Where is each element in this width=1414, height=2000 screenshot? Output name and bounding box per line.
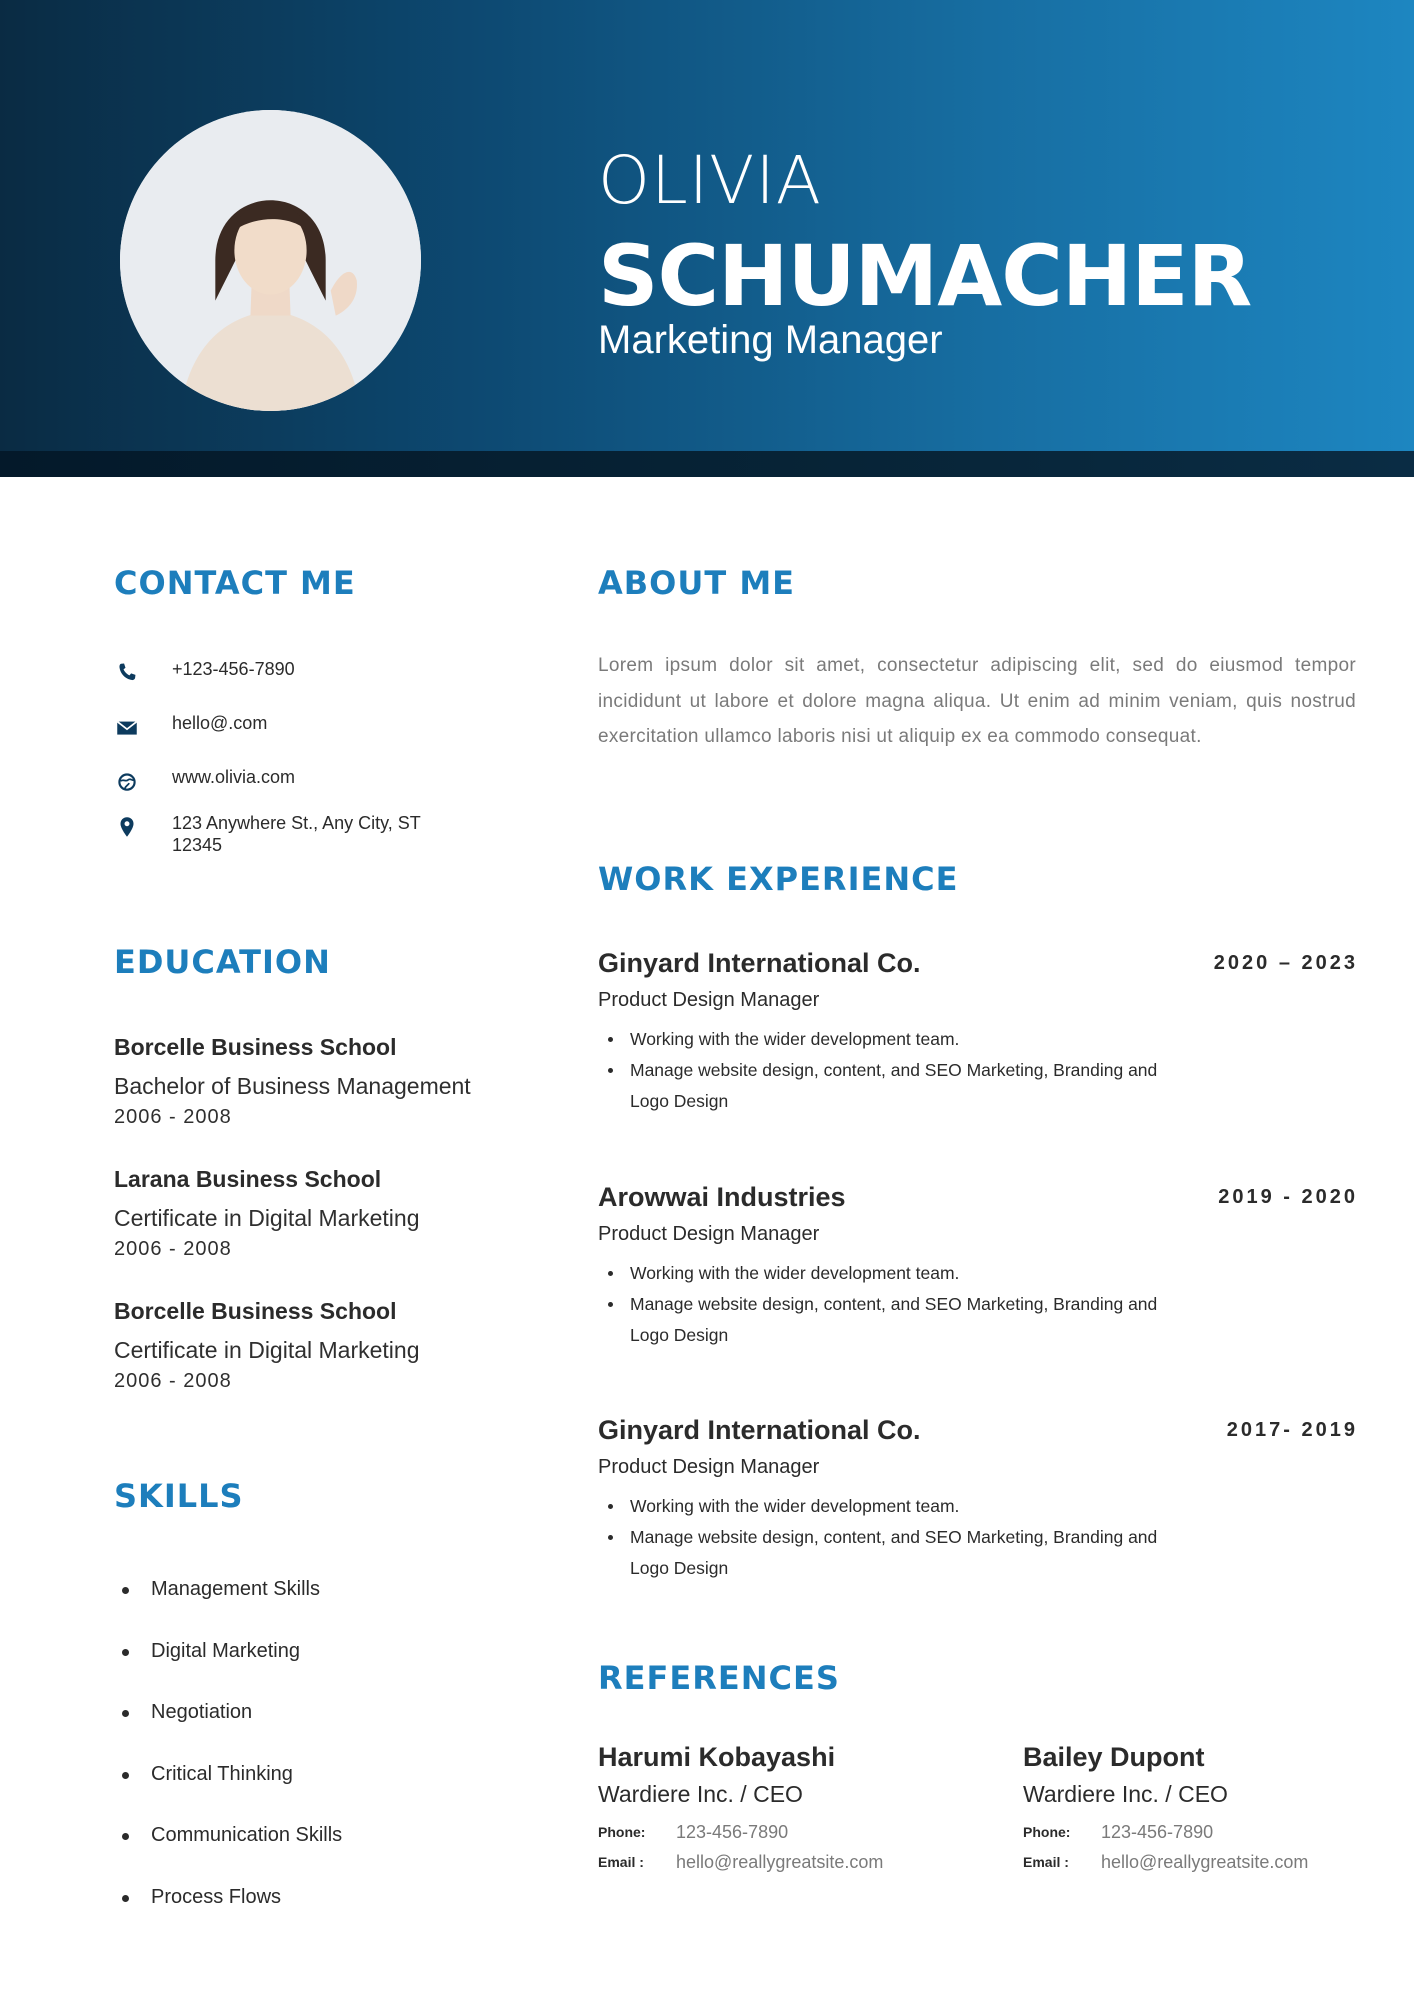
reference-card [598, 1742, 998, 1872]
reference-email-row [598, 1852, 998, 1872]
about-heading: ABOUT ME [598, 564, 796, 602]
job-entry [598, 948, 1358, 1117]
location-pin-icon [114, 814, 140, 840]
skills-heading: SKILLS [114, 1477, 244, 1515]
experience-heading: WORK EXPERIENCE [598, 860, 959, 898]
reference-name: Bailey Dupont [1023, 1742, 1205, 1772]
job-bullets [598, 1491, 1168, 1584]
education-item [114, 1166, 534, 1261]
reference-phone-row [598, 1822, 998, 1842]
job-bullet: Working with the wider development team. [598, 1258, 1168, 1289]
first-name: OLIVIA [598, 142, 822, 219]
education-degree: Certificate in Digital Marketing [114, 1205, 420, 1231]
profile-photo-image [120, 110, 421, 411]
job-years: 2020 – 2023 [1213, 952, 1358, 974]
skill-item: Critical Thinking [114, 1759, 342, 1821]
job-entry [598, 1415, 1358, 1584]
job-bullet: Working with the wider development team. [598, 1491, 1168, 1522]
education-item [114, 1034, 534, 1129]
reference-email[interactable]: hello@reallygreatsite.com [676, 1852, 884, 1872]
reference-org: Wardiere Inc. / CEO [1023, 1781, 1228, 1807]
job-title: Marketing Manager [598, 318, 943, 362]
job-role: Product Design Manager [598, 989, 820, 1011]
education-degree: Bachelor of Business Management [114, 1073, 471, 1099]
education-years: 2006 - 2008 [114, 1238, 232, 1260]
contact-website [114, 766, 452, 794]
contact-email [114, 712, 452, 740]
reference-phone: 123-456-7890 [676, 1822, 789, 1842]
skill-item: Communication Skills [114, 1820, 342, 1882]
education-years: 2006 - 2008 [114, 1370, 232, 1392]
education-item [114, 1298, 534, 1393]
education-school: Borcelle Business School [114, 1034, 397, 1060]
job-role: Product Design Manager [598, 1456, 820, 1478]
reference-phone: 123-456-7890 [1101, 1822, 1214, 1842]
job-role: Product Design Manager [598, 1223, 820, 1245]
reference-email[interactable]: hello@reallygreatsite.com [1101, 1852, 1309, 1872]
last-name: SCHUMACHER [598, 227, 1252, 325]
contact-phone [114, 658, 452, 686]
job-bullets [598, 1258, 1168, 1351]
skill-item: Process Flows [114, 1882, 342, 1944]
skill-item: Management Skills [114, 1574, 342, 1636]
job-bullet: Manage website design, content, and SEO Marketing, Branding and Logo Design [598, 1522, 1168, 1584]
job-bullet: Working with the wider development team. [598, 1024, 1168, 1055]
job-years: 2017- 2019 [1226, 1419, 1358, 1441]
reference-name: Harumi Kobayashi [598, 1742, 836, 1772]
reference-phone-label: Phone: [598, 1824, 646, 1840]
job-company: Arowwai Industries [598, 1182, 846, 1212]
globe-icon [114, 768, 140, 794]
contact-address-text: 123 Anywhere St., Any City, ST 12345 [172, 813, 421, 855]
contact-phone-text: +123-456-7890 [172, 659, 295, 679]
skills-list [114, 1574, 342, 1943]
job-bullets [598, 1024, 1168, 1117]
about-text: Lorem ipsum dolor sit amet, consectetur adipiscing elit, sed do eiusmod tempor incididunt ut labore et dolore magna aliqua. Ut enim ad minim veniam, quis nostrud exercitation ullamco laboris nisi ut aliquip ex ea commodo consequat. [598, 655, 1356, 747]
job-bullet: Manage website design, content, and SEO Marketing, Branding and Logo Design [598, 1055, 1168, 1117]
education-degree: Certificate in Digital Marketing [114, 1337, 420, 1363]
references-heading: REFERENCES [598, 1659, 840, 1697]
job-years: 2019 - 2020 [1218, 1186, 1358, 1208]
phone-icon [114, 660, 140, 686]
contact-heading: CONTACT ME [114, 564, 356, 602]
reference-email-row [1023, 1852, 1414, 1872]
education-years: 2006 - 2008 [114, 1106, 232, 1128]
reference-card [1023, 1742, 1414, 1872]
education-school: Borcelle Business School [114, 1298, 397, 1324]
contact-address [114, 812, 452, 856]
reference-phone-row [1023, 1822, 1414, 1842]
contact-email-text[interactable]: hello@.com [172, 713, 268, 733]
reference-email-label: Email : [598, 1854, 644, 1870]
education-school: Larana Business School [114, 1166, 382, 1192]
reference-phone-label: Phone: [1023, 1824, 1071, 1840]
profile-photo [120, 110, 421, 411]
reference-org: Wardiere Inc. / CEO [598, 1781, 803, 1807]
email-icon [114, 714, 140, 740]
contact-website-text[interactable]: www.olivia.com [172, 767, 296, 787]
skill-item: Negotiation [114, 1697, 342, 1759]
education-heading: EDUCATION [114, 943, 331, 981]
skill-item: Digital Marketing [114, 1636, 342, 1698]
job-bullet: Manage website design, content, and SEO Marketing, Branding and Logo Design [598, 1289, 1168, 1351]
job-entry [598, 1182, 1358, 1351]
header-strip [0, 451, 1414, 477]
job-company: Ginyard International Co. [598, 1415, 921, 1445]
job-company: Ginyard International Co. [598, 948, 921, 978]
reference-email-label: Email : [1023, 1854, 1069, 1870]
